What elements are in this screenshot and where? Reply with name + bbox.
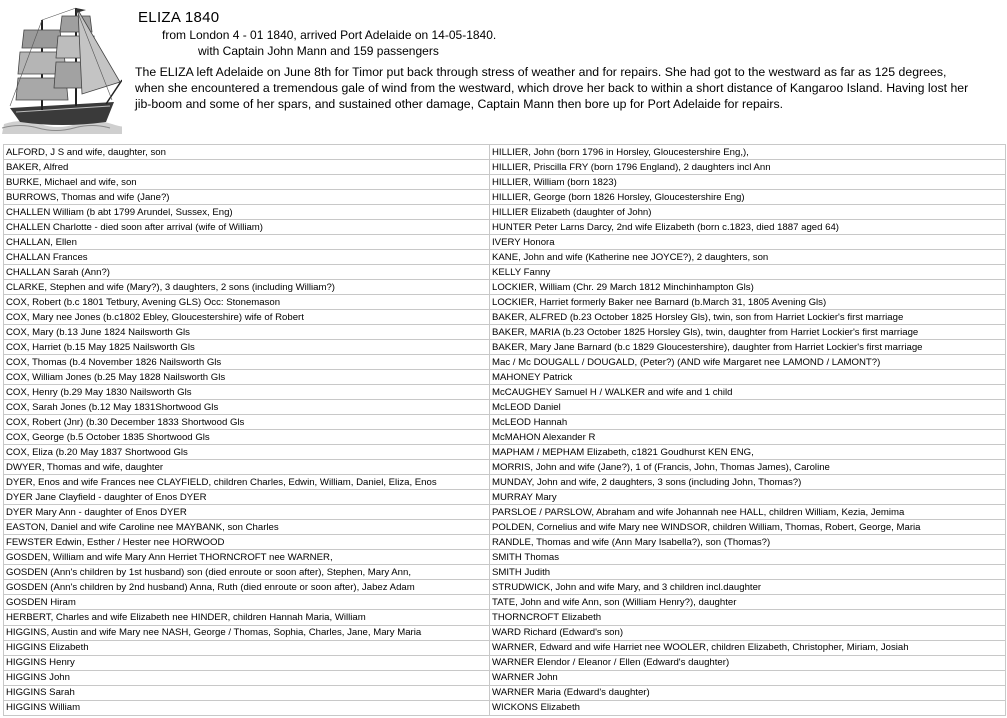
passenger-cell-left: CLARKE, Stephen and wife (Mary?), 3 daughters, 2 sons (including William?)	[4, 280, 490, 295]
passenger-cell-left: FEWSTER Edwin, Esther / Hester nee HORWOOD	[4, 535, 490, 550]
passenger-cell-left: HIGGINS William	[4, 700, 490, 715]
passenger-cell-left: BURKE, Michael and wife, son	[4, 175, 490, 190]
passenger-cell-right: RANDLE, Thomas and wife (Ann Mary Isabella?), son (Thomas?)	[490, 535, 1006, 550]
passenger-cell-right: HILLIER, John (born 1796 in Horsley, Gloucestershire Eng,),	[490, 145, 1006, 160]
table-row	[4, 505, 1006, 520]
passenger-cell-left: COX, Henry (b.29 May 1830 Nailsworth Gls	[4, 385, 490, 400]
passenger-cell-right: STRUDWICK, John and wife Mary, and 3 children incl.daughter	[490, 580, 1006, 595]
passenger-cell-right: MAHONEY Patrick	[490, 370, 1006, 385]
passenger-cell-right: McLEOD Hannah	[490, 415, 1006, 430]
table-row	[4, 415, 1006, 430]
table-row	[4, 580, 1006, 595]
ship-title: ELIZA 1840	[138, 9, 220, 26]
passenger-cell-left: HIGGINS Elizabeth	[4, 640, 490, 655]
captain-passengers: with Captain John Mann and 159 passengers	[198, 44, 439, 58]
passenger-cell-left: COX, Mary (b.13 June 1824 Nailsworth Gls	[4, 325, 490, 340]
table-row	[4, 325, 1006, 340]
passenger-cell-left: EASTON, Daniel and wife Caroline nee MAYBANK, son Charles	[4, 520, 490, 535]
table-row	[4, 490, 1006, 505]
table-row	[4, 145, 1006, 160]
table-row	[4, 280, 1006, 295]
table-row	[4, 430, 1006, 445]
table-row	[4, 640, 1006, 655]
table-row	[4, 610, 1006, 625]
passenger-cell-left: GOSDEN, William and wife Mary Ann Herriet THORNCROFT nee WARNER,	[4, 550, 490, 565]
passenger-cell-right: KANE, John and wife (Katherine nee JOYCE?), 2 daughters, son	[490, 250, 1006, 265]
passenger-cell-left: CHALLAN Sarah (Ann?)	[4, 265, 490, 280]
passenger-cell-left: DWYER, Thomas and wife, daughter	[4, 460, 490, 475]
passenger-cell-left: COX, Robert (Jnr) (b.30 December 1833 Shortwood Gls	[4, 415, 490, 430]
table-row	[4, 370, 1006, 385]
table-row	[4, 520, 1006, 535]
passenger-cell-left: HIGGINS John	[4, 670, 490, 685]
passenger-cell-left: CHALLAN Frances	[4, 250, 490, 265]
passenger-cell-left: COX, Eliza (b.20 May 1837 Shortwood Gls	[4, 445, 490, 460]
passenger-cell-right: HILLIER, Priscilla FRY (born 1796 England), 2 daughters incl Ann	[490, 160, 1006, 175]
table-row	[4, 385, 1006, 400]
passenger-cell-right: Mac / Mc DOUGALL / DOUGALD, (Peter?) (AND wife Margaret nee LAMOND / LAMONT?)	[490, 355, 1006, 370]
passenger-cell-right: MUNDAY, John and wife, 2 daughters, 3 sons (including John, Thomas?)	[490, 475, 1006, 490]
passenger-cell-right: WARNER, Edward and wife Harriet nee WOOLER, children Elizabeth, Christopher, Miriam, Josiah	[490, 640, 1006, 655]
table-row	[4, 250, 1006, 265]
passenger-cell-left: BAKER, Alfred	[4, 160, 490, 175]
passenger-cell-right: POLDEN, Cornelius and wife Mary nee WINDSOR, children William, Thomas, Robert, George, Maria	[490, 520, 1006, 535]
passenger-cell-left: COX, Sarah Jones (b.12 May 1831Shortwood Gls	[4, 400, 490, 415]
table-row	[4, 460, 1006, 475]
table-row	[4, 550, 1006, 565]
voyage-description: The ELIZA left Adelaide on June 8th for Timor put back through stress of weather and for repairs. She had got to the westward as far as 125 degrees, when she encountered a tremendous gale of wind from the westward, which drove her back to within a short distance of Kangaroo Island. Having lost her jib-boom and some of her spars, and sustained other damage, Captain Mann then bore up for Port Adelaide for repairs.	[135, 65, 969, 111]
table-row	[4, 295, 1006, 310]
table-row	[4, 625, 1006, 640]
passenger-cell-right: MAPHAM / MEPHAM Elizabeth, c1821 Goudhurst KEN ENG,	[490, 445, 1006, 460]
passenger-cell-left: COX, Robert (b.c 1801 Tetbury, Avening GLS) Occ: Stonemason	[4, 295, 490, 310]
table-row	[4, 475, 1006, 490]
table-row	[4, 340, 1006, 355]
passenger-cell-right: WICKONS Elizabeth	[490, 700, 1006, 715]
table-row	[4, 445, 1006, 460]
passenger-cell-right: HILLIER, George (born 1826 Horsley, Gloucestershire Eng)	[490, 190, 1006, 205]
passenger-cell-left: ALFORD, J S and wife, daughter, son	[4, 145, 490, 160]
passenger-table	[3, 144, 1006, 716]
passenger-cell-left: COX, George (b.5 October 1835 Shortwood Gls	[4, 430, 490, 445]
passenger-cell-left: HERBERT, Charles and wife Elizabeth nee HINDER, children Hannah Maria, William	[4, 610, 490, 625]
passenger-cell-left: HIGGINS Sarah	[4, 685, 490, 700]
passenger-cell-right: PARSLOE / PARSLOW, Abraham and wife Johannah nee HALL, children William, Kezia, Jemima	[490, 505, 1006, 520]
passenger-cell-right: MURRAY Mary	[490, 490, 1006, 505]
voyage-details: from London 4 - 01 1840, arrived Port Adelaide on 14-05-1840.	[162, 28, 497, 42]
passenger-cell-left: GOSDEN (Ann's children by 2nd husband) Anna, Ruth (died enroute or soon after), Jabez Adam	[4, 580, 490, 595]
table-row	[4, 685, 1006, 700]
table-row	[4, 235, 1006, 250]
passenger-cell-right: LOCKIER, William (Chr. 29 March 1812 Minchinhampton Gls)	[490, 280, 1006, 295]
passenger-cell-right: WARNER Maria (Edward's daughter)	[490, 685, 1006, 700]
passenger-cell-left: CHALLEN William (b abt 1799 Arundel, Sussex, Eng)	[4, 205, 490, 220]
table-row	[4, 565, 1006, 580]
passenger-cell-left: DYER Jane Clayfield - daughter of Enos DYER	[4, 490, 490, 505]
passenger-cell-right: HILLIER, William (born 1823)	[490, 175, 1006, 190]
passenger-cell-right: McLEOD Daniel	[490, 400, 1006, 415]
passenger-cell-right: McCAUGHEY Samuel H / WALKER and wife and 1 child	[490, 385, 1006, 400]
passenger-cell-right: BAKER, Mary Jane Barnard (b.c 1829 Gloucestershire), daughter from Harriet Lockier's first marriage	[490, 340, 1006, 355]
passenger-cell-right: BAKER, ALFRED (b.23 October 1825 Horsley Gls), twin, son from Harriet Lockier's first marriage	[490, 310, 1006, 325]
table-row	[4, 535, 1006, 550]
passenger-cell-right: KELLY Fanny	[490, 265, 1006, 280]
table-row	[4, 205, 1006, 220]
sailing-ship-icon	[2, 2, 122, 134]
passenger-cell-left: GOSDEN (Ann's children by 1st husband) son (died enroute or soon after), Stephen, Mary Ann,	[4, 565, 490, 580]
passenger-cell-right: MORRIS, John and wife (Jane?), 1 of (Francis, John, Thomas James), Caroline	[490, 460, 1006, 475]
passenger-cell-right: TATE, John and wife Ann, son (William Henry?), daughter	[490, 595, 1006, 610]
passenger-cell-left: BURROWS, Thomas and wife (Jane?)	[4, 190, 490, 205]
passenger-cell-right: WARD Richard (Edward's son)	[490, 625, 1006, 640]
table-row	[4, 700, 1006, 715]
passenger-cell-left: COX, William Jones (b.25 May 1828 Nailsworth Gls	[4, 370, 490, 385]
passenger-cell-left: DYER Mary Ann - daughter of Enos DYER	[4, 505, 490, 520]
passenger-cell-left: DYER, Enos and wife Frances nee CLAYFIELD, children Charles, Edwin, William, Daniel, Eliza, Enos	[4, 475, 490, 490]
passenger-cell-right: BAKER, MARIA (b.23 October 1825 Horsley Gls), twin, daughter from Harriet Lockier's first marriage	[490, 325, 1006, 340]
table-row	[4, 265, 1006, 280]
passenger-cell-left: COX, Thomas (b.4 November 1826 Nailsworth Gls	[4, 355, 490, 370]
passenger-cell-right: LOCKIER, Harriet formerly Baker nee Barnard (b.March 31, 1805 Avening Gls)	[490, 295, 1006, 310]
passenger-cell-right: McMAHON Alexander R	[490, 430, 1006, 445]
table-row	[4, 670, 1006, 685]
passenger-cell-right: SMITH Judith	[490, 565, 1006, 580]
table-row	[4, 175, 1006, 190]
table-row	[4, 355, 1006, 370]
table-row	[4, 160, 1006, 175]
table-row	[4, 400, 1006, 415]
passenger-cell-right: WARNER John	[490, 670, 1006, 685]
passenger-cell-left: HIGGINS Henry	[4, 655, 490, 670]
passenger-cell-left: HIGGINS, Austin and wife Mary nee NASH, George / Thomas, Sophia, Charles, Jane, Mary Maria	[4, 625, 490, 640]
passenger-cell-left: COX, Harriet (b.15 May 1825 Nailsworth Gls	[4, 340, 490, 355]
table-row	[4, 310, 1006, 325]
passenger-cell-right: HILLIER Elizabeth (daughter of John)	[490, 205, 1006, 220]
passenger-cell-right: SMITH Thomas	[490, 550, 1006, 565]
table-row	[4, 655, 1006, 670]
passenger-cell-left: COX, Mary nee Jones (b.c1802 Ebley, Gloucestershire) wife of Robert	[4, 310, 490, 325]
passenger-cell-right: THORNCROFT Elizabeth	[490, 610, 1006, 625]
passenger-cell-right: IVERY Honora	[490, 235, 1006, 250]
passenger-cell-left: CHALLAN, Ellen	[4, 235, 490, 250]
table-row	[4, 190, 1006, 205]
passenger-cell-left: CHALLEN Charlotte - died soon after arrival (wife of William)	[4, 220, 490, 235]
table-row	[4, 595, 1006, 610]
passenger-cell-right: HUNTER Peter Larns Darcy, 2nd wife Elizabeth (born c.1823, died 1887 aged 64)	[490, 220, 1006, 235]
table-row	[4, 220, 1006, 235]
passenger-cell-left: GOSDEN Hiram	[4, 595, 490, 610]
passenger-cell-right: WARNER Elendor / Eleanor / Ellen (Edward's daughter)	[490, 655, 1006, 670]
